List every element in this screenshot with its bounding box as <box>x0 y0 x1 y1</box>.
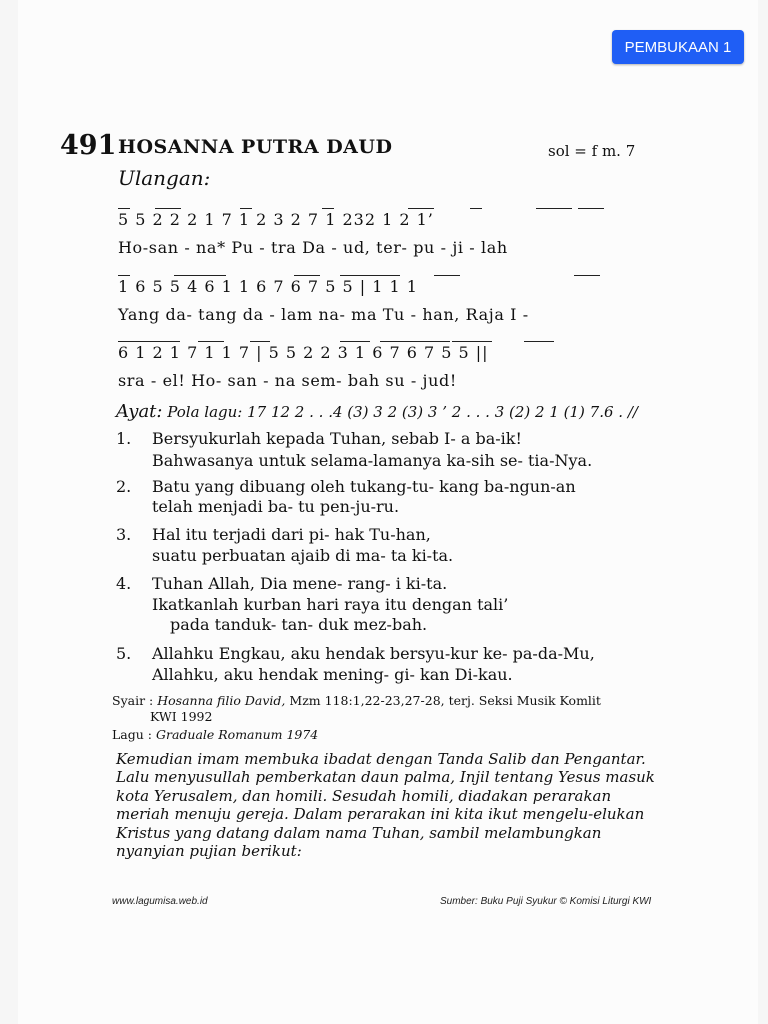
verse-line: suatu perbuatan ajaib di ma- ta ki-ta. <box>152 546 454 565</box>
credit-syair-source: Hosanna filio David, <box>157 693 286 708</box>
verse-line: pada tanduk- tan- duk mez-bah. <box>170 615 428 634</box>
verse-line: Hal itu terjadi dari pi- hak Tu-han, <box>152 525 431 544</box>
hymn-title: HOSANNA PUTRA DAUD <box>118 136 393 158</box>
refrain-lyrics-line-2: Yang da- tang da - lam na- ma Tu - han, Raja I - <box>118 305 529 324</box>
verse-number: 2. <box>116 477 132 496</box>
verse-line: Batu yang dibuang oleh tukang-tu- kang ba-ngun-an <box>152 477 576 496</box>
hymn-number: 491 <box>60 130 117 161</box>
credit-lagu-source: Graduale Romanum 1974 <box>155 727 319 742</box>
refrain-lyrics-line-1: Ho-san - na* Pu - tra Da - ud, ter- pu - ji - lah <box>118 238 508 257</box>
verse-line: Bersyukurlah kepada Tuhan, sebab I- a ba-ik! <box>152 429 522 448</box>
credit-syair-label: Syair : <box>112 693 154 708</box>
verse-number: 1. <box>116 429 132 448</box>
refrain-notes-line-3: 6 1 2 1 7 1 1 7 | 5 5 2 2 3 1 6 7 6 7 5 5 || <box>118 343 489 362</box>
verse-line: Allahku, aku hendak mening- gi- kan Di-kau. <box>152 665 513 684</box>
refrain-lyrics-line-3: sra - el! Ho- san - na sem- bah su - jud! <box>118 371 457 390</box>
verse-line: Bahwasanya untuk selama-lamanya ka-sih se- tia-Nya. <box>152 451 593 470</box>
hymn-key: sol = f m. 7 <box>548 142 636 160</box>
ayat-pattern <box>116 401 638 422</box>
footer-source: Sumber: Buku Puji Syukur © Komisi Liturgi KWI <box>440 896 652 907</box>
credit-lagu <box>112 727 318 742</box>
rubric-paragraph: Kemudian imam membuka ibadat dengan Tanda Salib dan Pengantar. Lalu menyusullah pemberkatan daun palma, Injil tentang Yesus masuk kota Yerusalem, dan homili. Sesudah homili, diadakan perarakan meriah menuju gereja. Dalam perarakan ini kita ikut mengelu-elukan Kristus yang datang dalam nama Tuhan, sambil melambungkan nyanyian pujian berikut: <box>116 750 655 861</box>
verse-number: 4. <box>116 574 132 593</box>
credit-syair-ref: Mzm 118:1,22-23,27-28, terj. Seksi Musik Komlit <box>289 693 601 708</box>
credit-lagu-label: Lagu : <box>112 727 152 742</box>
ayat-pattern-text: Pola lagu: 17 12 2 . . .4 (3) 3 2 (3) 3 ’ 2 . . . 3 (2) 2 1 (1) 7.6 . // <box>167 403 638 421</box>
credit-syair-ref2: KWI 1992 <box>150 709 213 724</box>
section-badge[interactable]: PEMBUKAAN 1 <box>612 30 744 64</box>
verse-number: 5. <box>116 644 132 663</box>
refrain-label: Ulangan: <box>118 166 211 190</box>
footer-website[interactable]: www.lagumisa.web.id <box>112 896 208 907</box>
refrain-notes-line-1: 5 5 2 2 2 1 7 1 2 3 2 7 1 232 1 2 1’ <box>118 210 434 229</box>
ayat-label: Ayat: <box>116 401 163 422</box>
verse-line: telah menjadi ba- tu pen-ju-ru. <box>152 497 400 516</box>
credit-syair <box>112 693 601 708</box>
verse-line: Ikatkanlah kurban hari raya itu dengan tali’ <box>152 595 509 614</box>
verse-number: 3. <box>116 525 132 544</box>
verse-line: Allahku Engkau, aku hendak bersyu-kur ke- pa-da-Mu, <box>152 644 595 663</box>
refrain-notes-line-2: 1 6 5 5 4 6 1 1 6 7 6 7 5 5 | 1 1 1 <box>118 277 418 296</box>
verse-line: Tuhan Allah, Dia mene- rang- i ki-ta. <box>152 574 448 593</box>
